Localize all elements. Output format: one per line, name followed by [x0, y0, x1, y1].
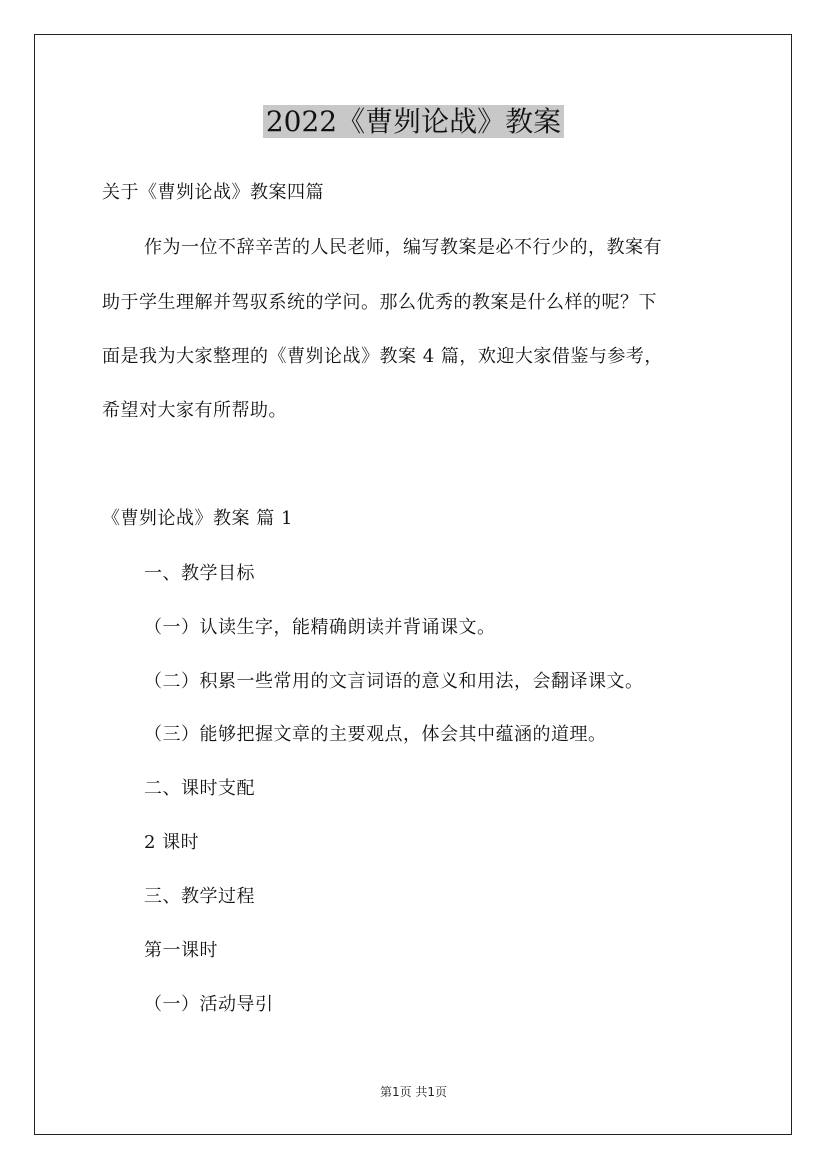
body-line-1: 一、教学目标 [144, 563, 255, 584]
section-heading: 《曹刿论战》教案 篇 1 [102, 508, 293, 529]
page-footer: 第1页 共1页 [379, 1085, 448, 1099]
body-line-7: 三、教学过程 [144, 886, 255, 907]
document-title-text: 2022《曹刿论战》教案 [263, 105, 564, 138]
intro-line-3: 面是我为大家整理的《曹刿论战》教案 4 篇，欢迎大家借鉴与参考， [102, 346, 663, 367]
intro-line-4: 希望对大家有所帮助。 [102, 400, 287, 421]
body-line-5: 二、课时支配 [144, 778, 255, 799]
intro-line-2: 助于学生理解并驾驭系统的学问。那么优秀的教案是什么样的呢？下 [102, 292, 657, 313]
document-title [0, 100, 827, 144]
document-subtitle: 关于《曹刿论战》教案四篇 [102, 182, 324, 203]
body-line-6: 2 课时 [144, 832, 200, 853]
body-line-2: （一）认读生字，能精确朗读并背诵课文。 [144, 617, 496, 638]
body-line-9: （一）活动导引 [144, 994, 274, 1015]
intro-line-1: 作为一位不辞辛苦的人民老师，编写教案是必不行少的，教案有 [144, 237, 662, 258]
body-line-4: （三）能够把握文章的主要观点，体会其中蕴涵的道理。 [144, 724, 607, 745]
body-line-8: 第一课时 [144, 940, 218, 961]
body-line-3: （二）积累一些常用的文言词语的意义和用法，会翻译课文。 [144, 671, 644, 692]
